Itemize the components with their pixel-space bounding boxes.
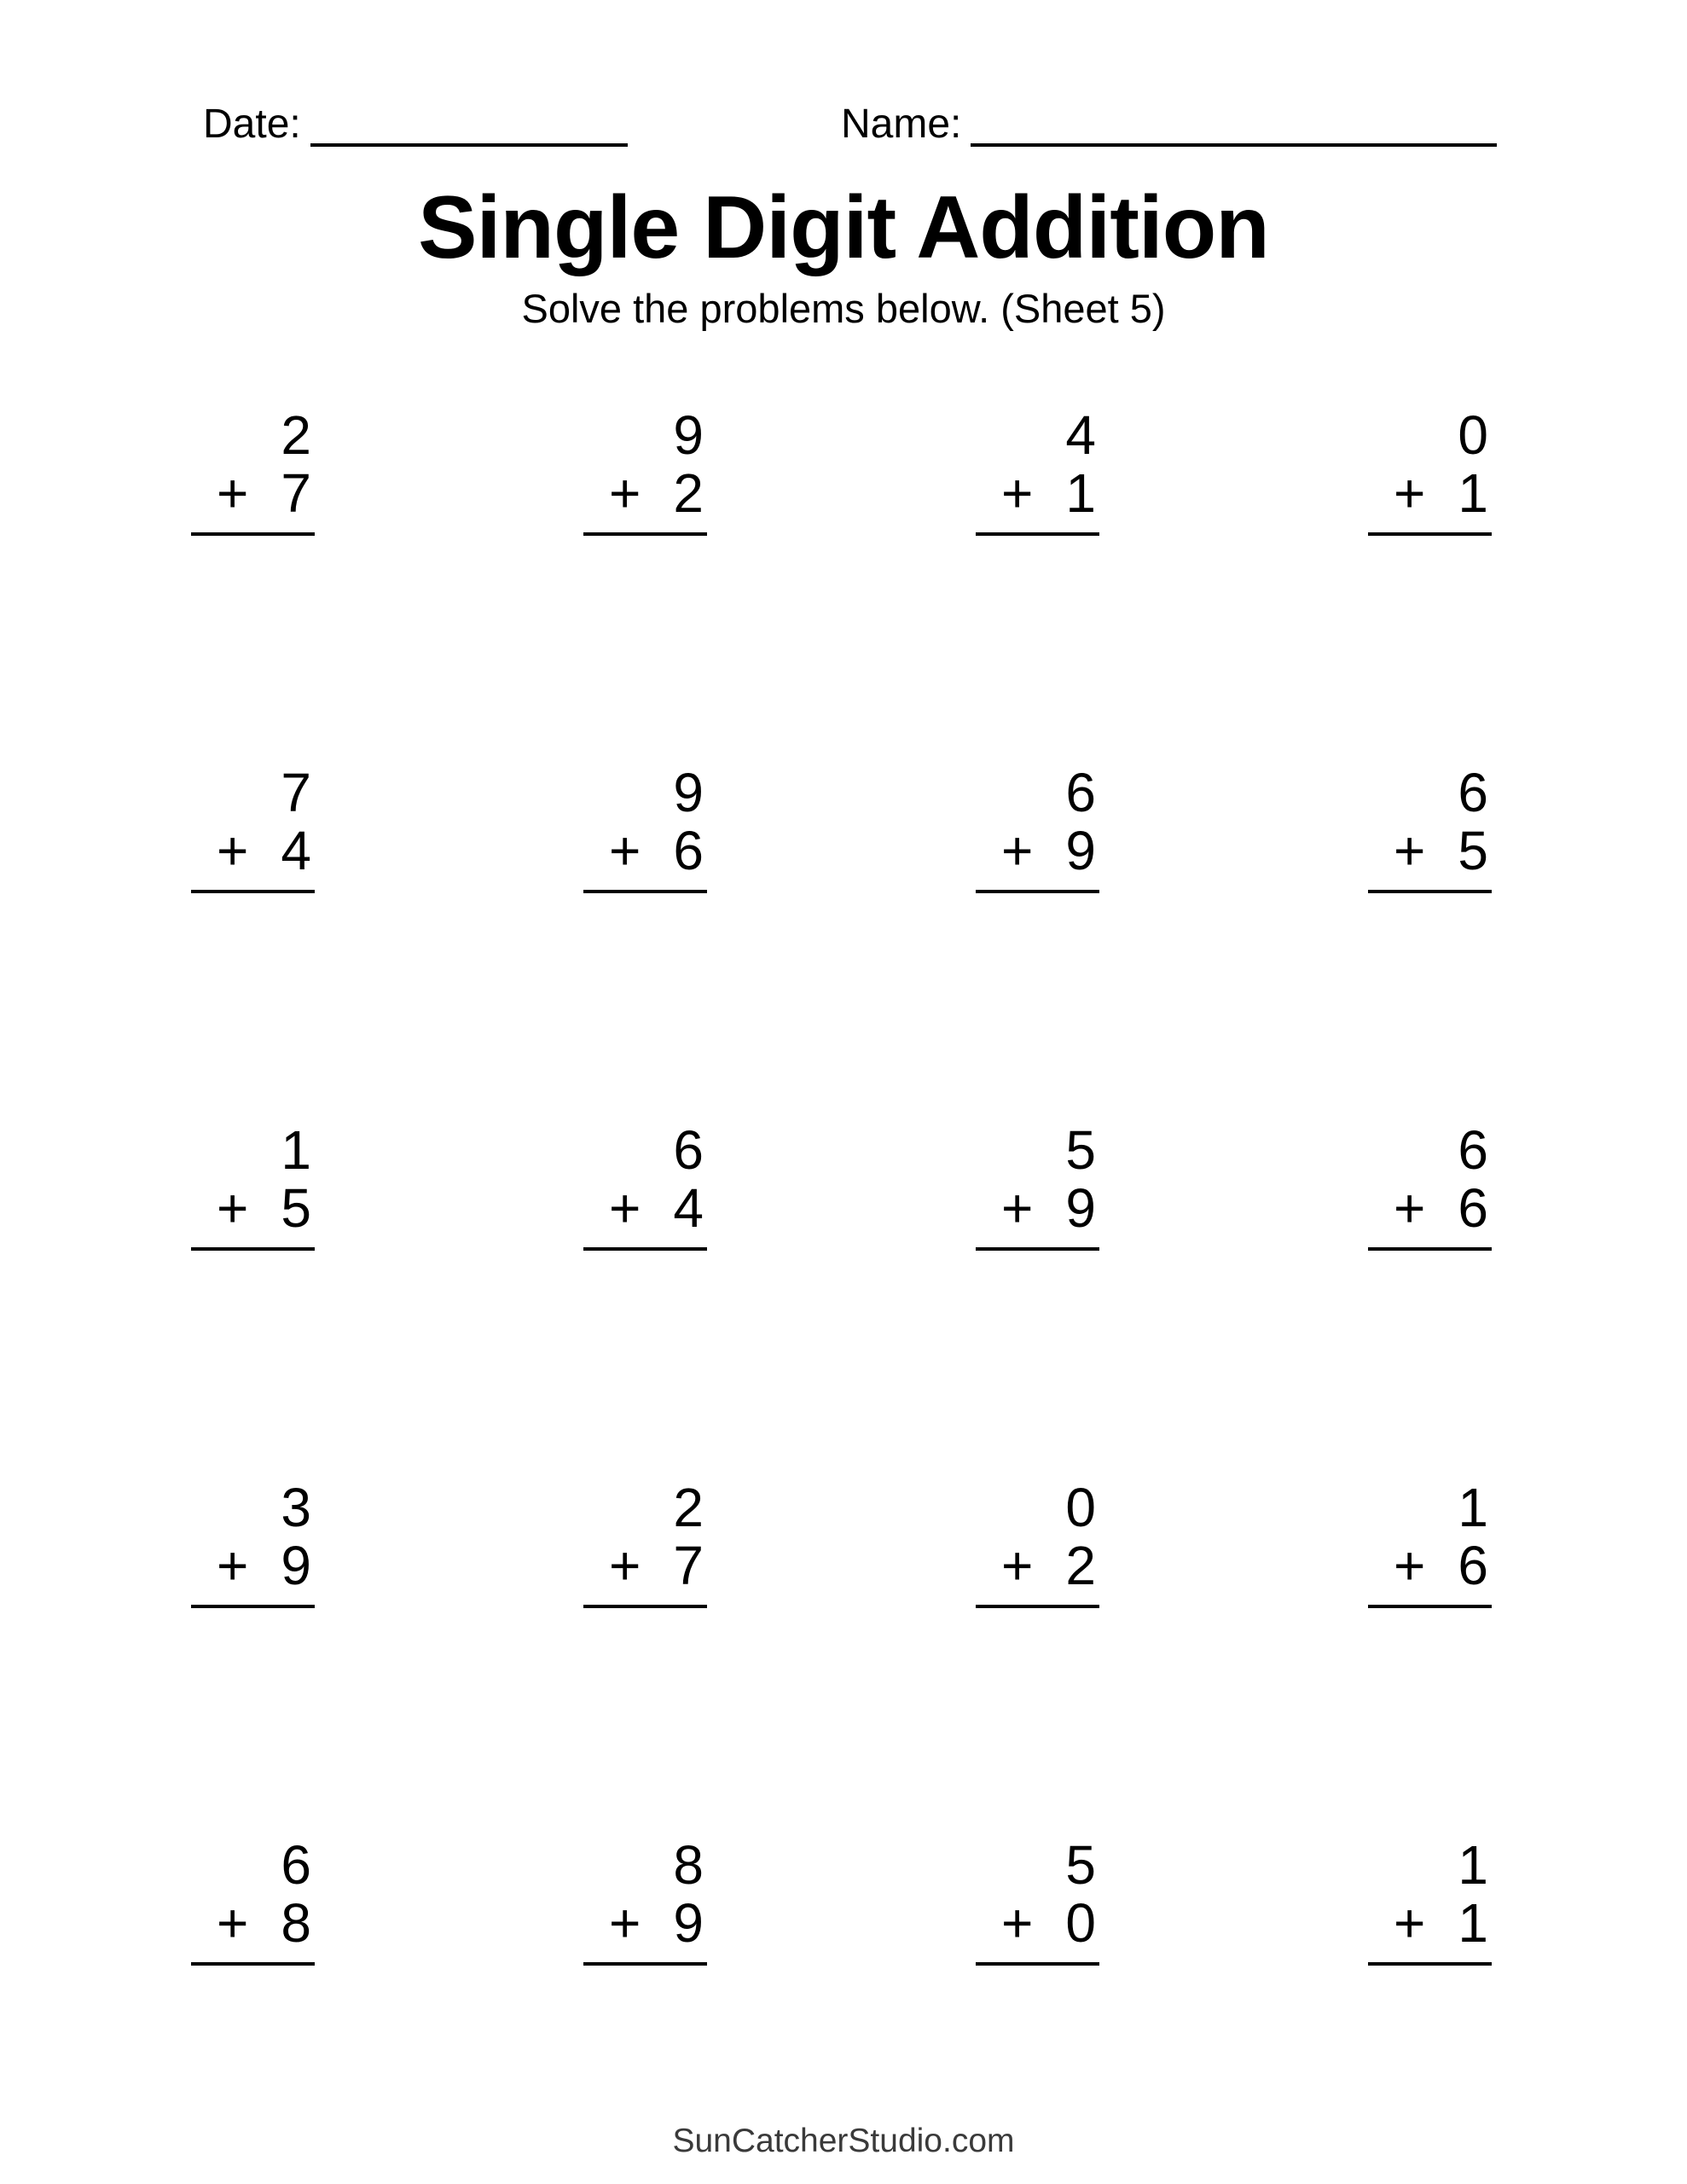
- plus-operator: +: [609, 462, 641, 524]
- plus-operator: +: [609, 820, 641, 881]
- plus-operator: +: [217, 1535, 249, 1596]
- plus-operator: +: [1001, 1892, 1034, 1954]
- answer-line: [583, 890, 707, 893]
- answer-line: [976, 1962, 1099, 1966]
- bottom-operand: 6: [1458, 1535, 1488, 1596]
- addition-problem: [1368, 1478, 1492, 1836]
- plus-operator: +: [1394, 462, 1426, 524]
- top-operand: 9: [673, 762, 704, 823]
- top-operand: 4: [1065, 404, 1096, 466]
- plus-operator: +: [1001, 820, 1034, 881]
- answer-line: [1368, 532, 1492, 536]
- top-operand: 0: [1458, 404, 1488, 466]
- name-label: Name:: [841, 102, 962, 147]
- plus-operator: +: [1394, 820, 1426, 881]
- answer-line: [191, 1605, 315, 1608]
- top-operand: 6: [1065, 762, 1096, 823]
- plus-operator: +: [1394, 1535, 1426, 1596]
- addition-problem: [1368, 764, 1492, 1121]
- addition-problem: [976, 1478, 1099, 1836]
- top-operand: 3: [281, 1477, 311, 1538]
- date-blank-line: [310, 143, 628, 147]
- bottom-operand: 9: [673, 1892, 704, 1954]
- top-operand: 2: [281, 404, 311, 466]
- top-operand: 6: [1458, 1119, 1488, 1181]
- top-operand: 0: [1065, 1477, 1096, 1538]
- bottom-operand: 1: [1458, 462, 1488, 524]
- bottom-operand: 7: [673, 1535, 704, 1596]
- top-operand: 7: [281, 762, 311, 823]
- addition-problem: [191, 764, 315, 1121]
- answer-line: [191, 532, 315, 536]
- name-blank-line: [971, 143, 1497, 147]
- answer-line: [583, 532, 707, 536]
- answer-line: [1368, 1962, 1492, 1966]
- answer-line: [191, 1962, 315, 1966]
- addition-problem: [583, 1121, 707, 1478]
- top-operand: 6: [1458, 762, 1488, 823]
- addition-problem: [1368, 1121, 1492, 1478]
- plus-operator: +: [609, 1177, 641, 1239]
- top-operand: 9: [673, 404, 704, 466]
- plus-operator: +: [609, 1892, 641, 1954]
- plus-operator: +: [217, 462, 249, 524]
- answer-line: [976, 1605, 1099, 1608]
- addition-problem: [583, 1478, 707, 1836]
- top-operand: 2: [673, 1477, 704, 1538]
- addition-problem: [191, 406, 315, 764]
- bottom-operand: 4: [281, 820, 311, 881]
- answer-line: [191, 890, 315, 893]
- bottom-operand: 9: [1065, 1177, 1096, 1239]
- addition-problem: [976, 406, 1099, 764]
- addition-problem: [583, 764, 707, 1121]
- date-label: Date:: [203, 102, 301, 147]
- top-operand: 6: [281, 1834, 311, 1896]
- plus-operator: +: [1394, 1892, 1426, 1954]
- answer-line: [583, 1247, 707, 1251]
- bottom-operand: 9: [1065, 820, 1096, 881]
- plus-operator: +: [1001, 462, 1034, 524]
- addition-problem: [583, 406, 707, 764]
- addition-problem: [191, 1478, 315, 1836]
- bottom-operand: 5: [281, 1177, 311, 1239]
- addition-problem: [976, 764, 1099, 1121]
- answer-line: [1368, 1605, 1492, 1608]
- bottom-operand: 8: [281, 1892, 311, 1954]
- bottom-operand: 2: [1065, 1535, 1096, 1596]
- answer-line: [976, 1247, 1099, 1251]
- page-subtitle: Solve the problems below. (Sheet 5): [521, 286, 1166, 331]
- bottom-operand: 4: [673, 1177, 704, 1239]
- top-operand: 1: [1458, 1477, 1488, 1538]
- bottom-operand: 5: [1458, 820, 1488, 881]
- answer-line: [976, 532, 1099, 536]
- bottom-operand: 1: [1065, 462, 1096, 524]
- answer-line: [1368, 1247, 1492, 1251]
- problems-grid: [191, 406, 1492, 2184]
- answer-line: [191, 1247, 315, 1251]
- bottom-operand: 7: [281, 462, 311, 524]
- answer-line: [976, 890, 1099, 893]
- bottom-operand: 1: [1458, 1892, 1488, 1954]
- footer-site-name: SunCatcherStudio.com: [672, 2123, 1015, 2159]
- bottom-operand: 6: [1458, 1177, 1488, 1239]
- answer-line: [583, 1962, 707, 1966]
- bottom-operand: 9: [281, 1535, 311, 1596]
- addition-problem: [1368, 406, 1492, 764]
- bottom-operand: 6: [673, 820, 704, 881]
- top-operand: 5: [1065, 1119, 1096, 1181]
- top-operand: 1: [281, 1119, 311, 1181]
- answer-line: [1368, 890, 1492, 893]
- top-operand: 1: [1458, 1834, 1488, 1896]
- addition-problem: [191, 1121, 315, 1478]
- bottom-operand: 2: [673, 462, 704, 524]
- answer-line: [583, 1605, 707, 1608]
- top-operand: 5: [1065, 1834, 1096, 1896]
- addition-problem: [976, 1121, 1099, 1478]
- plus-operator: +: [217, 1892, 249, 1954]
- plus-operator: +: [1001, 1535, 1034, 1596]
- plus-operator: +: [1394, 1177, 1426, 1239]
- plus-operator: +: [217, 820, 249, 881]
- plus-operator: +: [217, 1177, 249, 1239]
- plus-operator: +: [609, 1535, 641, 1596]
- top-operand: 8: [673, 1834, 704, 1896]
- bottom-operand: 0: [1065, 1892, 1096, 1954]
- plus-operator: +: [1001, 1177, 1034, 1239]
- page-title: Single Digit Addition: [418, 178, 1269, 277]
- top-operand: 6: [673, 1119, 704, 1181]
